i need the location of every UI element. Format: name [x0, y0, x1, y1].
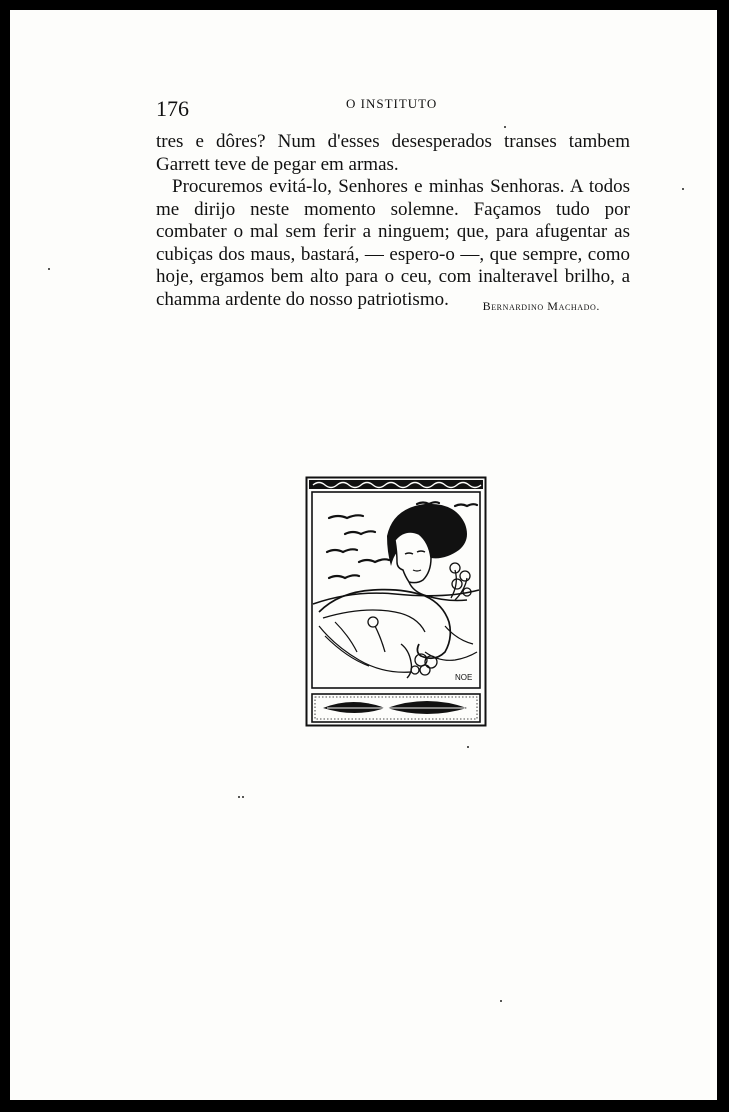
page-number: 176 [156, 96, 189, 121]
book-page [10, 10, 717, 1100]
vignette-illustration [305, 476, 487, 727]
paragraph-continuation: tres e dôres? Num d'esses desesperados transes tambem Garrett teve de pegar em armas. [156, 131, 630, 175]
paragraph-main: Procuremos evitá-lo, Senhores e minhas Senhoras. A todos me dirijo neste momento solemne. Façamos tudo por combater o mal sem ferir a ninguem; que, para afugentar as cubiças dos maus, bastará, — espero-o —, que sempre, como hoje, ergamos bem alto para o ceu, com inalteravel brilho, a chamma ardente do nosso patriotismo. [156, 176, 630, 310]
body-text [156, 131, 630, 311]
running-head: O INSTITUTO [346, 96, 438, 111]
artist-monogram: NOE [455, 673, 473, 682]
vignette-drawing [305, 476, 487, 727]
author-signature: Bernardino Machado. [482, 299, 600, 313]
